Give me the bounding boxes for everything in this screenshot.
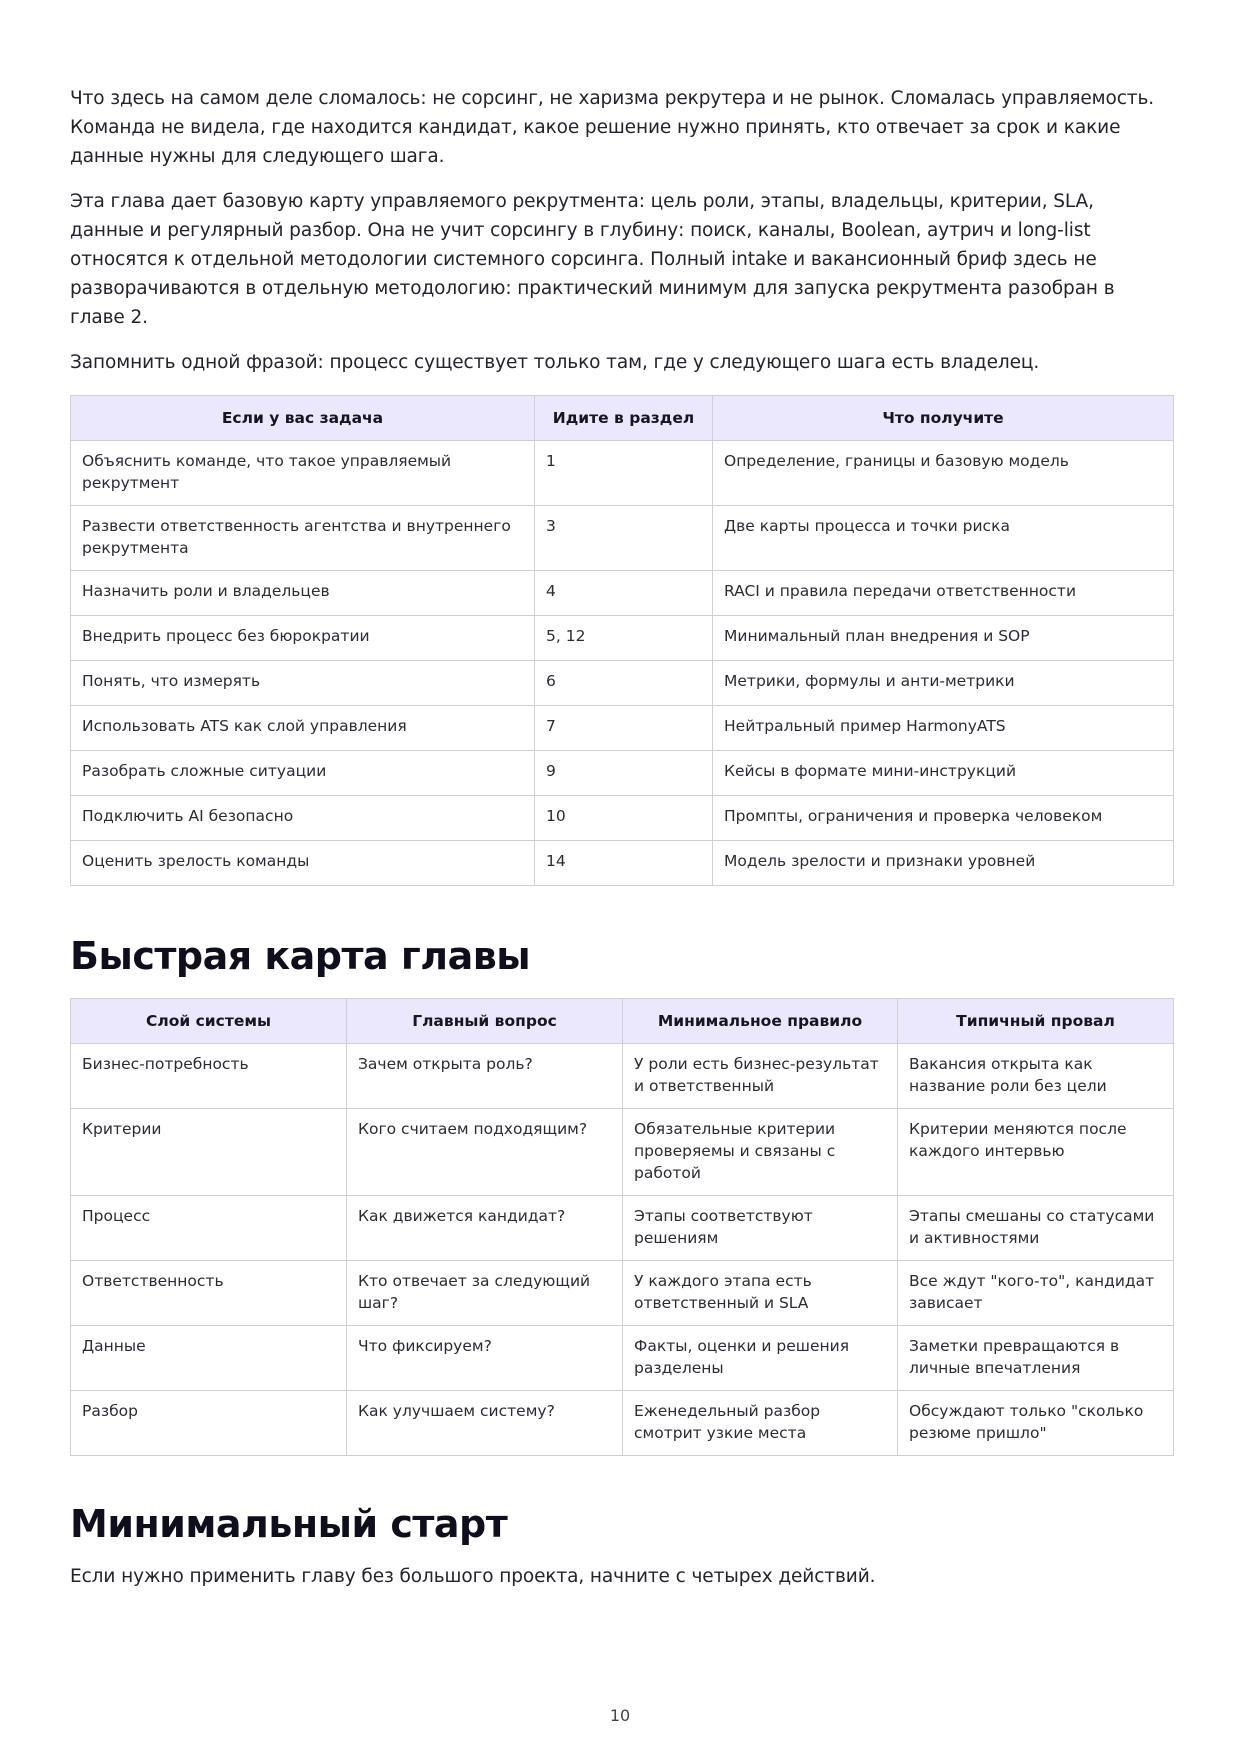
table-cell: Бизнес-потребность — [71, 1044, 347, 1109]
table-row — [71, 796, 1174, 841]
table-cell: У каждого этапа есть ответственный и SLA — [623, 1261, 898, 1326]
navigation-table — [70, 395, 1174, 886]
table-row — [71, 616, 1174, 661]
table-cell: 1 — [535, 441, 713, 506]
table-cell: Использовать ATS как слой управления — [71, 706, 535, 751]
intro-paragraph-1: Что здесь на самом деле сломалось: не сорсинг, не харизма рекрутера и не рынок. Сломалась управляемость. Команда не видела, где находится кандидат, какое решение нужно принять, кто отвечает за срок и какие данные нужны для следующего шага. — [70, 88, 1155, 167]
header-cell: Минимальное правило — [623, 999, 898, 1044]
table-cell: Определение, границы и базовую модель — [713, 441, 1174, 506]
table-row — [71, 571, 1174, 616]
table-row — [71, 661, 1174, 706]
section-title-minimal-start: Минимальный старт — [70, 1502, 508, 1546]
table-row — [71, 441, 1174, 506]
table-cell: 4 — [535, 571, 713, 616]
table-cell: Кто отвечает за следующий шаг? — [347, 1261, 623, 1326]
table-cell: Этапы смешаны со статусами и активностями — [898, 1196, 1174, 1261]
table-cell: Промпты, ограничения и проверка человеком — [713, 796, 1174, 841]
header-cell: Типичный провал — [898, 999, 1174, 1044]
table-cell: Заметки превращаются в личные впечатления — [898, 1326, 1174, 1391]
table-cell: Две карты процесса и точки риска — [713, 506, 1174, 571]
table-row — [71, 1196, 1174, 1261]
table-row — [71, 1109, 1174, 1196]
header-cell: Что получите — [713, 396, 1174, 441]
table-cell: Объяснить команде, что такое управляемый рекрутмент — [71, 441, 535, 506]
table-cell: Как движется кандидат? — [347, 1196, 623, 1261]
table-cell: Кого считаем подходящим? — [347, 1109, 623, 1196]
chapter-map-table — [70, 998, 1174, 1456]
table-row — [71, 706, 1174, 751]
table-cell: Внедрить процесс без бюрократии — [71, 616, 535, 661]
header-cell: Если у вас задача — [71, 396, 535, 441]
table-cell: Разбор — [71, 1391, 347, 1456]
table-cell: RACI и правила передачи ответственности — [713, 571, 1174, 616]
table-cell: Разобрать сложные ситуации — [71, 751, 535, 796]
table-cell: Критерии — [71, 1109, 347, 1196]
table-cell: Зачем открыта роль? — [347, 1044, 623, 1109]
table-cell: Этапы соответствуют решениям — [623, 1196, 898, 1261]
page-number: 10 — [609, 1706, 631, 1725]
table-cell: Как улучшаем систему? — [347, 1391, 623, 1456]
table-row — [71, 751, 1174, 796]
table-cell: Кейсы в формате мини-инструкций — [713, 751, 1174, 796]
table-cell: У роли есть бизнес-результат и ответственный — [623, 1044, 898, 1109]
table-cell: 7 — [535, 706, 713, 751]
table-cell: 9 — [535, 751, 713, 796]
table-cell: Понять, что измерять — [71, 661, 535, 706]
table-cell: Данные — [71, 1326, 347, 1391]
table-cell: Еженедельный разбор смотрит узкие места — [623, 1391, 898, 1456]
intro-paragraph-2: Эта глава дает базовую карту управляемого рекрутмента: цель роли, этапы, владельцы, критерии, SLA, данные и регулярный разбор. Она не учит сорсингу в глубину: поиск, каналы, Boolean, аутрич и long-list относятся к отдельной методологии системного сорсинга. Полный intake и вакансионный бриф здесь не разворачиваются в отдельную методологию: практический минимум для запуска рекрутмента разобран в главе 2. — [70, 191, 1115, 328]
page-content — [70, 84, 1172, 1607]
table-row — [71, 1261, 1174, 1326]
table-cell: Метрики, формулы и анти-метрики — [713, 661, 1174, 706]
table-cell: Вакансия открыта как название роли без цели — [898, 1044, 1174, 1109]
table-cell: 14 — [535, 841, 713, 886]
table-cell: Обсуждают только "сколько резюме пришло" — [898, 1391, 1174, 1456]
table-cell: Назначить роли и владельцев — [71, 571, 535, 616]
table-row — [71, 1044, 1174, 1109]
table-row — [71, 506, 1174, 571]
table-header-row — [71, 396, 1174, 441]
table-cell: Ответственность — [71, 1261, 347, 1326]
table-cell: Все ждут "кого-то", кандидат зависает — [898, 1261, 1174, 1326]
header-cell: Слой системы — [71, 999, 347, 1044]
table-cell: 3 — [535, 506, 713, 571]
table-cell: Модель зрелости и признаки уровней — [713, 841, 1174, 886]
header-cell: Главный вопрос — [347, 999, 623, 1044]
minimal-start-text: Если нужно применить главу без большого проекта, начните с четырех действий. — [70, 1566, 876, 1587]
table-cell: Развести ответственность агентства и внутреннего рекрутмента — [71, 506, 535, 571]
intro-paragraph-3: Запомнить одной фразой: процесс существует только там, где у следующего шага есть владелец. — [70, 352, 1040, 373]
table-cell: Минимальный план внедрения и SOP — [713, 616, 1174, 661]
table-row — [71, 1391, 1174, 1456]
table-cell: Факты, оценки и решения разделены — [623, 1326, 898, 1391]
table-row — [71, 841, 1174, 886]
table-cell: Критерии меняются после каждого интервью — [898, 1109, 1174, 1196]
table-cell: Что фиксируем? — [347, 1326, 623, 1391]
table-cell: Процесс — [71, 1196, 347, 1261]
table-cell: 6 — [535, 661, 713, 706]
table-cell: 10 — [535, 796, 713, 841]
table-cell: Нейтральный пример HarmonyATS — [713, 706, 1174, 751]
table-row — [71, 1326, 1174, 1391]
table-header-row — [71, 999, 1174, 1044]
table-cell: Оценить зрелость команды — [71, 841, 535, 886]
table-cell: 5, 12 — [535, 616, 713, 661]
section-title-quick-map: Быстрая карта главы — [70, 934, 531, 978]
table-cell: Подключить AI безопасно — [71, 796, 535, 841]
header-cell: Идите в раздел — [535, 396, 713, 441]
table-cell: Обязательные критерии проверяемы и связаны с работой — [623, 1109, 898, 1196]
